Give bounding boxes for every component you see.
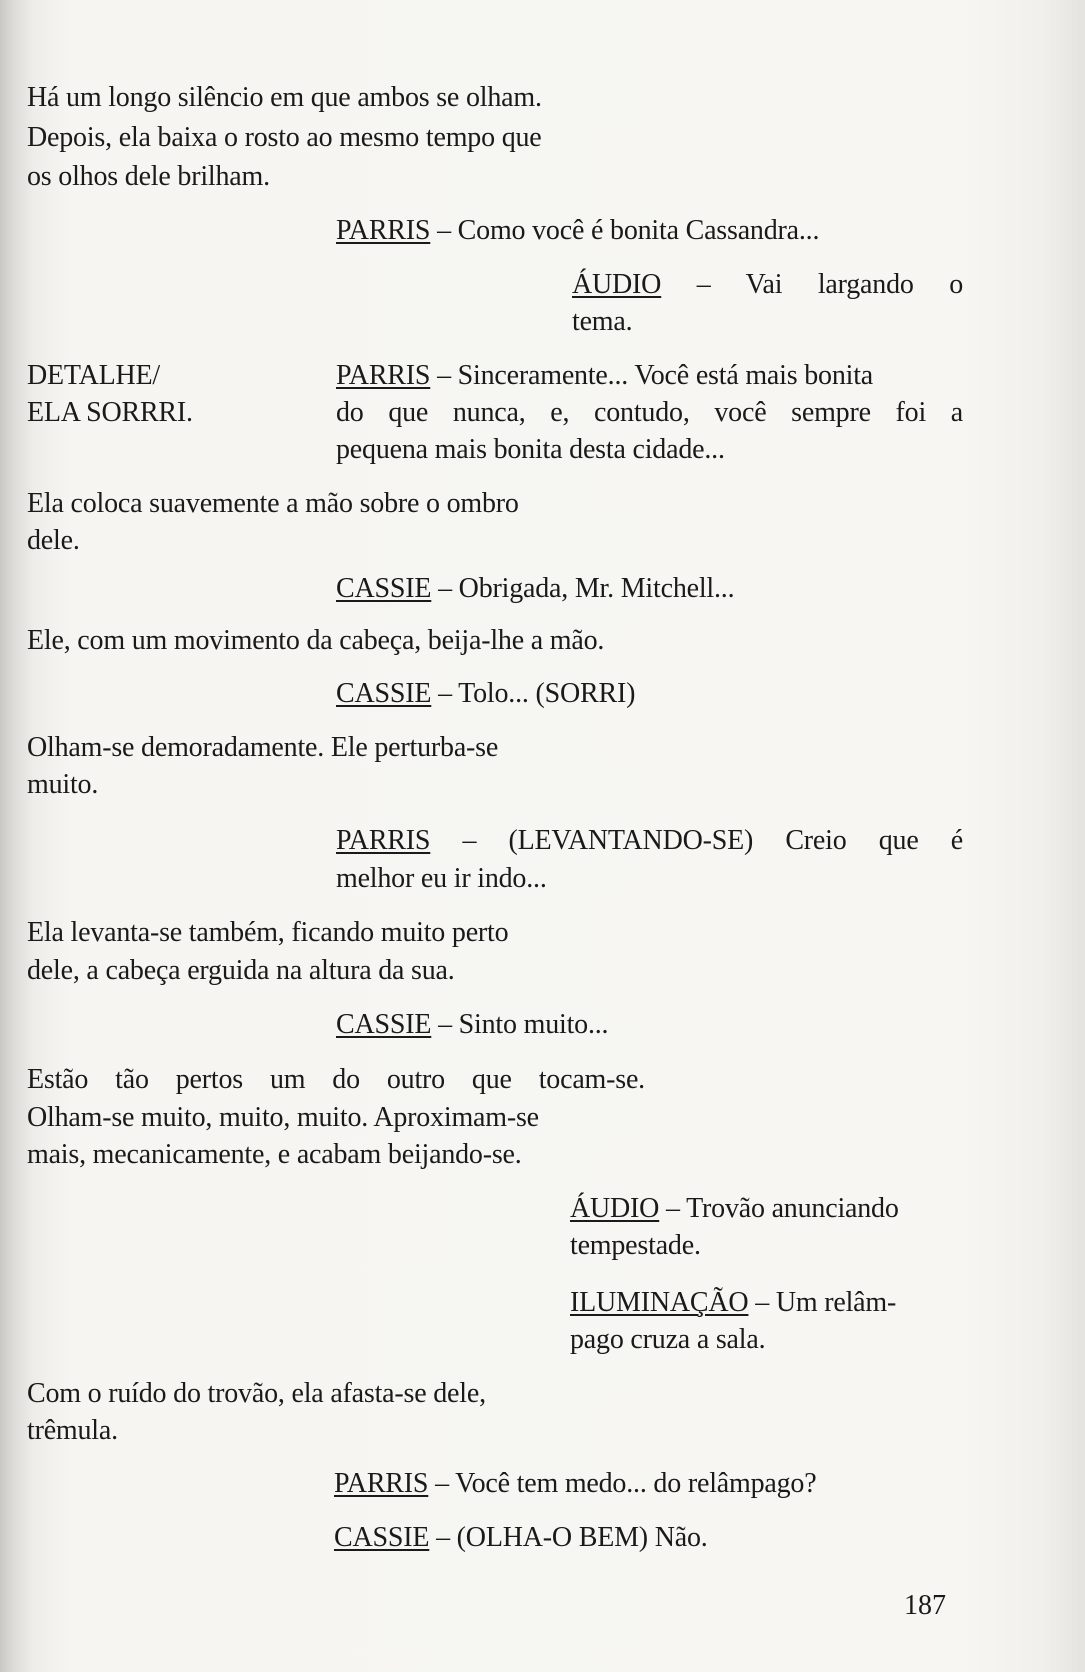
- cue-line: ÁUDIO – Vai largando o: [572, 269, 963, 300]
- speaker-name: PARRIS: [336, 825, 431, 856]
- speaker-name: CASSIE: [334, 1522, 430, 1553]
- stage-direction-line: Depois, ela baixa o rosto ao mesmo tempo que: [27, 122, 542, 153]
- camera-note: DETALHE/: [27, 360, 161, 391]
- cue-line: ILUMINAÇÃO – Um relâm-: [570, 1287, 897, 1318]
- stage-direction-line: Ele, com um movimento da cabeça, beija-lhe a mão.: [27, 625, 605, 656]
- camera-note: ELA SORRRI.: [27, 397, 193, 428]
- speaker-name: PARRIS: [336, 215, 431, 246]
- dialogue-line: melhor eu ir indo...: [336, 863, 547, 894]
- cue-line: ÁUDIO – Trovão anunciando: [570, 1193, 899, 1224]
- stage-direction-line: dele, a cabeça erguida na altura da sua.: [27, 955, 455, 986]
- stage-direction-line: Olham-se muito, muito, muito. Aproximam-se: [27, 1102, 539, 1133]
- dialogue-line: CASSIE – (OLHA-O BEM) Não.: [334, 1522, 708, 1553]
- stage-direction-line: os olhos dele brilham.: [27, 161, 270, 192]
- dialogue-line: PARRIS – Você tem medo... do relâmpago?: [334, 1468, 817, 1499]
- stage-direction-line: dele.: [27, 525, 80, 556]
- stage-direction-line: Estão tão pertos um do outro que tocam-se.: [27, 1064, 645, 1095]
- speaker-name: PARRIS: [336, 360, 431, 391]
- dialogue-line: CASSIE – Tolo... (SORRI): [336, 678, 636, 709]
- dialogue-line: CASSIE – Sinto muito...: [336, 1009, 609, 1040]
- stage-direction-line: Há um longo silêncio em que ambos se olham.: [27, 82, 542, 113]
- page-number: 187: [904, 1590, 946, 1621]
- dialogue-line: pequena mais bonita desta cidade...: [336, 434, 725, 465]
- cue-line: tema.: [572, 306, 633, 337]
- cue-label: ÁUDIO: [572, 269, 662, 300]
- stage-direction-line: muito.: [27, 769, 99, 800]
- speaker-name: CASSIE: [336, 678, 432, 709]
- stage-direction-line: mais, mecanicamente, e acabam beijando-se.: [27, 1139, 522, 1170]
- speaker-name: CASSIE: [336, 1009, 432, 1040]
- dialogue-line: CASSIE – Obrigada, Mr. Mitchell...: [336, 573, 735, 604]
- speaker-name: CASSIE: [336, 573, 432, 604]
- dialogue-line: do que nunca, e, contudo, você sempre foi a: [336, 397, 963, 428]
- cue-label: ILUMINAÇÃO: [570, 1287, 749, 1318]
- stage-direction-line: Com o ruído do trovão, ela afasta-se dele,: [27, 1378, 486, 1409]
- cue-line: tempestade.: [570, 1230, 701, 1261]
- speaker-name: PARRIS: [334, 1468, 429, 1499]
- stage-direction-line: trêmula.: [27, 1415, 118, 1446]
- cue-line: pago cruza a sala.: [570, 1324, 766, 1355]
- dialogue-line: PARRIS – (LEVANTANDO-SE) Creio que é: [336, 825, 963, 856]
- dialogue-line: PARRIS – Sinceramente... Você está mais bonita: [336, 360, 874, 391]
- stage-direction-line: Olham-se demoradamente. Ele perturba-se: [27, 732, 499, 763]
- stage-direction-line: Ela levanta-se também, ficando muito perto: [27, 917, 509, 948]
- stage-direction-line: Ela coloca suavemente a mão sobre o ombro: [27, 488, 519, 519]
- dialogue-line: PARRIS – Como você é bonita Cassandra...: [336, 215, 820, 246]
- cue-label: ÁUDIO: [570, 1193, 660, 1224]
